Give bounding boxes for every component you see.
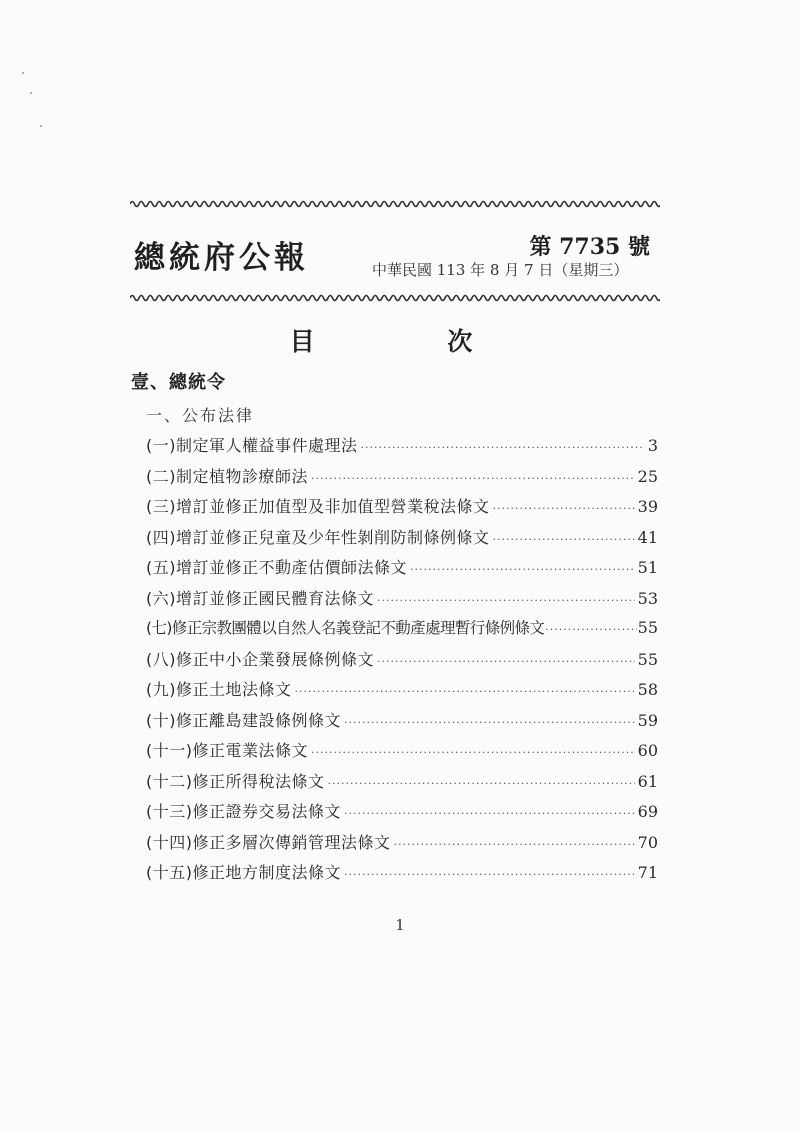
toc-entry[interactable] <box>146 860 658 891</box>
toc-entry-label: (十四)修正多層次傳銷管理法條文 <box>146 832 391 852</box>
toc-entry-label: (十五)修正地方制度法條文 <box>146 863 341 882</box>
toc-entry[interactable] <box>146 525 658 556</box>
toc-entry-page: 53 <box>637 588 658 608</box>
toc-entry-label: (十二)修正所得稅法條文 <box>146 771 325 791</box>
issue-number: 第 7735 號 <box>529 234 650 260</box>
toc-entry[interactable] <box>146 464 658 495</box>
toc-entry-page: 58 <box>637 680 658 699</box>
toc-entry-label: (二)制定植物診療師法 <box>146 466 308 486</box>
toc-entry[interactable] <box>146 616 658 647</box>
issue-date: 中華民國 113 年 8 月 7 日（星期三） <box>372 261 629 279</box>
toc-entry-page: 55 <box>637 649 658 669</box>
leader-dots <box>344 807 635 820</box>
gazette-title: 總統府公報 <box>134 240 309 276</box>
leader-dots <box>377 655 635 668</box>
toc-entry-page: 25 <box>637 466 658 486</box>
leader-dots <box>410 563 635 576</box>
leader-dots <box>311 746 635 759</box>
scan-speck <box>22 72 24 74</box>
leader-dots <box>493 502 635 515</box>
toc-entry-page: 51 <box>637 558 658 577</box>
toc-entry[interactable] <box>146 799 658 830</box>
wavy-divider-top <box>130 198 660 210</box>
toc-entry-label: (五)增訂並修正不動產估價師法條文 <box>146 558 407 577</box>
toc-entry-page: 60 <box>637 741 658 760</box>
leader-dots <box>493 533 635 546</box>
toc-entry[interactable] <box>146 738 658 769</box>
leader-dots <box>344 716 635 729</box>
scan-speck <box>40 125 42 127</box>
section-heading: 壹、總統令 <box>131 372 226 393</box>
toc-heading: 目 次 <box>289 327 535 356</box>
toc-entry-page: 70 <box>637 832 658 852</box>
leader-dots <box>295 685 635 698</box>
leader-dots <box>361 441 645 454</box>
toc-entry-label: (十一)修正電業法條文 <box>146 741 308 760</box>
leader-dots <box>394 838 635 851</box>
toc-entry[interactable] <box>146 555 658 586</box>
toc-entry-page: 71 <box>637 863 658 882</box>
leader-dots <box>377 594 635 607</box>
toc-entry-page: 59 <box>637 710 658 730</box>
toc-entry[interactable] <box>146 677 658 708</box>
toc-entry-page: 39 <box>637 497 658 516</box>
toc-entry[interactable] <box>146 830 658 861</box>
toc-entry-page: 41 <box>637 527 658 547</box>
toc-entry-page: 61 <box>637 771 658 791</box>
toc-entry[interactable] <box>146 708 658 739</box>
toc-entry[interactable] <box>146 433 658 464</box>
toc-list <box>146 433 658 891</box>
wavy-divider-bottom <box>130 292 660 304</box>
page-number: 1 <box>395 916 405 934</box>
toc-entry-page: 69 <box>637 802 658 821</box>
leader-dots <box>545 623 636 636</box>
toc-entry-label: (一)制定軍人權益事件處理法 <box>146 436 358 455</box>
toc-entry-page: 55 <box>637 618 658 637</box>
toc-entry-label: (九)修正土地法條文 <box>146 680 292 699</box>
scan-speck <box>30 92 32 94</box>
toc-entry-label: (八)修正中小企業發展條例條文 <box>146 649 374 669</box>
toc-entry[interactable] <box>146 769 658 800</box>
toc-entry[interactable] <box>146 647 658 678</box>
leader-dots <box>311 472 635 485</box>
toc-entry-label: (十)修正離島建設條例條文 <box>146 710 341 730</box>
toc-entry[interactable] <box>146 494 658 525</box>
toc-entry-page: 3 <box>647 436 658 455</box>
toc-entry-label: (七)修正宗教團體以自然人名義登記不動產處理暫行條例條文 <box>146 619 545 637</box>
leader-dots <box>328 777 635 790</box>
toc-entry[interactable] <box>146 586 658 617</box>
toc-entry-label: (十三)修正證券交易法條文 <box>146 802 341 821</box>
subsection-heading: 一、公布法律 <box>146 406 255 425</box>
toc-entry-label: (六)增訂並修正國民體育法條文 <box>146 588 374 608</box>
toc-entry-label: (四)增訂並修正兒童及少年性剝削防制條例條文 <box>146 527 490 547</box>
leader-dots <box>344 868 635 881</box>
toc-entry-label: (三)增訂並修正加值型及非加值型營業稅法條文 <box>146 497 490 516</box>
